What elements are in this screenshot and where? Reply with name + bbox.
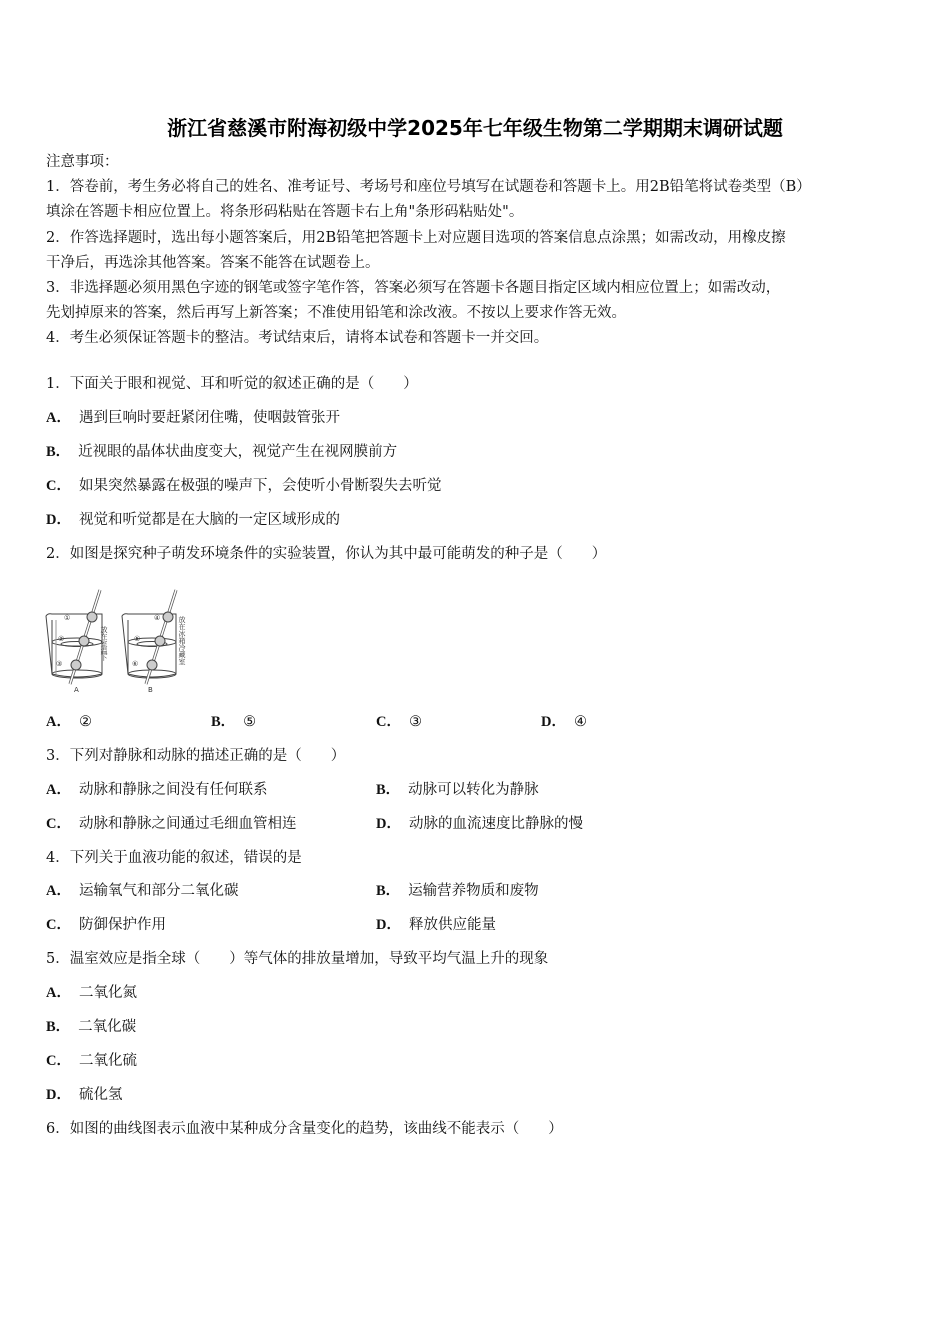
notice-section [46, 150, 908, 352]
option-text: 动脉和静脉之间通过毛细血管相连 [78, 816, 297, 832]
notice-line: 先划掉原来的答案，然后再写上新答案；不准使用铅笔和涂改液。不按以上要求作答无效。 [46, 305, 626, 322]
notice-line: 干净后，再选涂其他答案。答案不能答在试题卷上。 [46, 254, 380, 271]
option-text: 视觉和听觉都是在大脑的一定区域形成的 [78, 512, 340, 528]
beaker-a-icon [46, 590, 102, 684]
option-label: D． [46, 1087, 71, 1103]
option-text: ⑤ [243, 714, 257, 730]
option-text: 动脉的血流速度比静脉的慢 [408, 816, 583, 832]
option-label: A． [46, 782, 71, 798]
option-text: 动脉和静脉之间没有任何联系 [78, 782, 268, 798]
option-label: D． [541, 714, 566, 730]
option-label: B． [376, 782, 401, 798]
option-label: C． [46, 816, 71, 832]
notice-line: 4．考生必须保证答题卡的整洁。考试结束后，请将本试卷和答题卡一并交回。 [46, 330, 549, 347]
option-label: B． [46, 1019, 71, 1035]
question-4-stem: 4．下列关于血液功能的叙述，错误的是 [46, 850, 302, 866]
notice-line: 3．非选择题必须用黑色字迹的钢笔或签字笔作答，答案必须写在答题卡各题目指定区域内相应位置上；如需改动， [46, 280, 781, 297]
question-1-option-c [46, 476, 441, 496]
question-3-option-a [46, 780, 267, 800]
option-text: ② [78, 714, 92, 730]
option-label: C． [46, 1053, 71, 1069]
option-text: 运输氧气和部分二氧化碳 [78, 883, 239, 899]
option-text: 遇到巨响时要赶紧闭住嘴，使咽鼓管张开 [78, 410, 340, 426]
svg-text:⑥: ⑥ [132, 660, 139, 668]
option-text: 近视眼的晶体状曲度变大，视觉产生在视网膜前方 [78, 444, 398, 460]
option-label: D． [376, 816, 401, 832]
option-label: A． [46, 410, 71, 426]
option-text: 运输营养物质和废物 [408, 883, 539, 899]
option-label: B． [376, 883, 401, 899]
option-label: B． [46, 444, 71, 460]
option-label: C． [46, 478, 71, 494]
question-1-stem: 1．下面关于眼和视觉、耳和听觉的叙述正确的是（ ） [46, 376, 418, 392]
question-5-stem: 5．温室效应是指全球（ ）等气体的排放量增加，导致平均气温上升的现象 [46, 951, 549, 967]
option-text: ④ [573, 714, 587, 730]
option-label: A． [46, 714, 71, 730]
question-1-option-d [46, 510, 340, 530]
svg-text:③: ③ [56, 660, 63, 668]
question-4-option-d [376, 915, 496, 935]
beaker-b-icon [122, 590, 176, 684]
option-text: 防御保护作用 [78, 917, 166, 933]
option-label: C． [46, 917, 71, 933]
option-text: 二氧化硫 [78, 1053, 137, 1069]
option-label: A． [46, 985, 71, 1001]
svg-text:④: ④ [154, 614, 161, 622]
notice-line: 2．作答选择题时，选出每小题答案后，用2B铅笔把答题卡上对应题目选项的答案信息点涂黑；如需改动，用橡皮擦 [46, 229, 786, 246]
beaker-b-label: B [148, 686, 153, 694]
option-text: 硫化氢 [78, 1087, 123, 1103]
option-label: B． [211, 714, 236, 730]
option-text: 释放供应能量 [408, 917, 496, 933]
option-label: A． [46, 883, 71, 899]
page-title: 浙江省慈溪市附海初级中学2025年七年级生物第二学期期末调研试题 [167, 116, 783, 140]
svg-text:①: ① [64, 614, 71, 622]
notice-line: 1．答卷前，考生务必将自己的姓名、准考证号、考场号和座位号填写在试题卷和答题卡上。用2B铅笔将试卷类型（B） [46, 179, 811, 196]
notice-line: 填涂在答题卡相应位置上。将条形码粘贴在答题卡右上角"条形码粘贴处"。 [46, 204, 524, 221]
question-5-option-a [46, 983, 137, 1003]
option-text: 二氧化碳 [78, 1019, 137, 1035]
question-4-option-a [46, 881, 238, 901]
question-4-option-b [376, 881, 539, 901]
question-1-option-a [46, 408, 340, 428]
option-text: 如果突然暴露在极强的噪声下，会使听小骨断裂失去听觉 [78, 478, 442, 494]
svg-text:放在冰箱冷藏室: 放在冰箱冷藏室 [178, 616, 186, 665]
question-2-stem: 2．如图是探究种子萌发环境条件的实验装置，你认为其中最可能萌发的种子是（ ） [46, 546, 607, 562]
question-5-option-b [46, 1017, 136, 1037]
option-label: C． [376, 714, 401, 730]
svg-text:②: ② [58, 635, 65, 643]
question-6-stem: 6．如图的曲线图表示血液中某种成分含量变化的趋势，该曲线不能表示（ ） [46, 1121, 563, 1137]
question-2-option-b [211, 712, 256, 732]
option-label: D． [46, 512, 71, 528]
option-text: 二氧化氮 [78, 985, 137, 1001]
question-3-option-d [376, 814, 583, 834]
question-3-option-c [46, 814, 296, 834]
seed-germination-figure [42, 586, 194, 696]
question-2-option-c [376, 712, 422, 732]
question-3-stem: 3．下列对静脉和动脉的描述正确的是（ ） [46, 748, 346, 764]
notice-heading: 注意事项： [46, 154, 119, 170]
option-text: 动脉可以转化为静脉 [408, 782, 539, 798]
question-2-option-a [46, 712, 92, 732]
svg-text:放在室温下: 放在室温下 [100, 626, 108, 661]
question-3-option-b [376, 780, 539, 800]
question-4-option-c [46, 915, 166, 935]
option-label: D． [376, 917, 401, 933]
question-5-option-d [46, 1085, 122, 1105]
svg-text:⑤: ⑤ [134, 635, 141, 643]
question-5-option-c [46, 1051, 137, 1071]
question-2-option-d [541, 712, 587, 732]
option-text: ③ [408, 714, 422, 730]
question-1-option-b [46, 442, 397, 462]
beaker-experiment-illustration [42, 586, 194, 696]
beaker-a-label: A [74, 686, 79, 694]
